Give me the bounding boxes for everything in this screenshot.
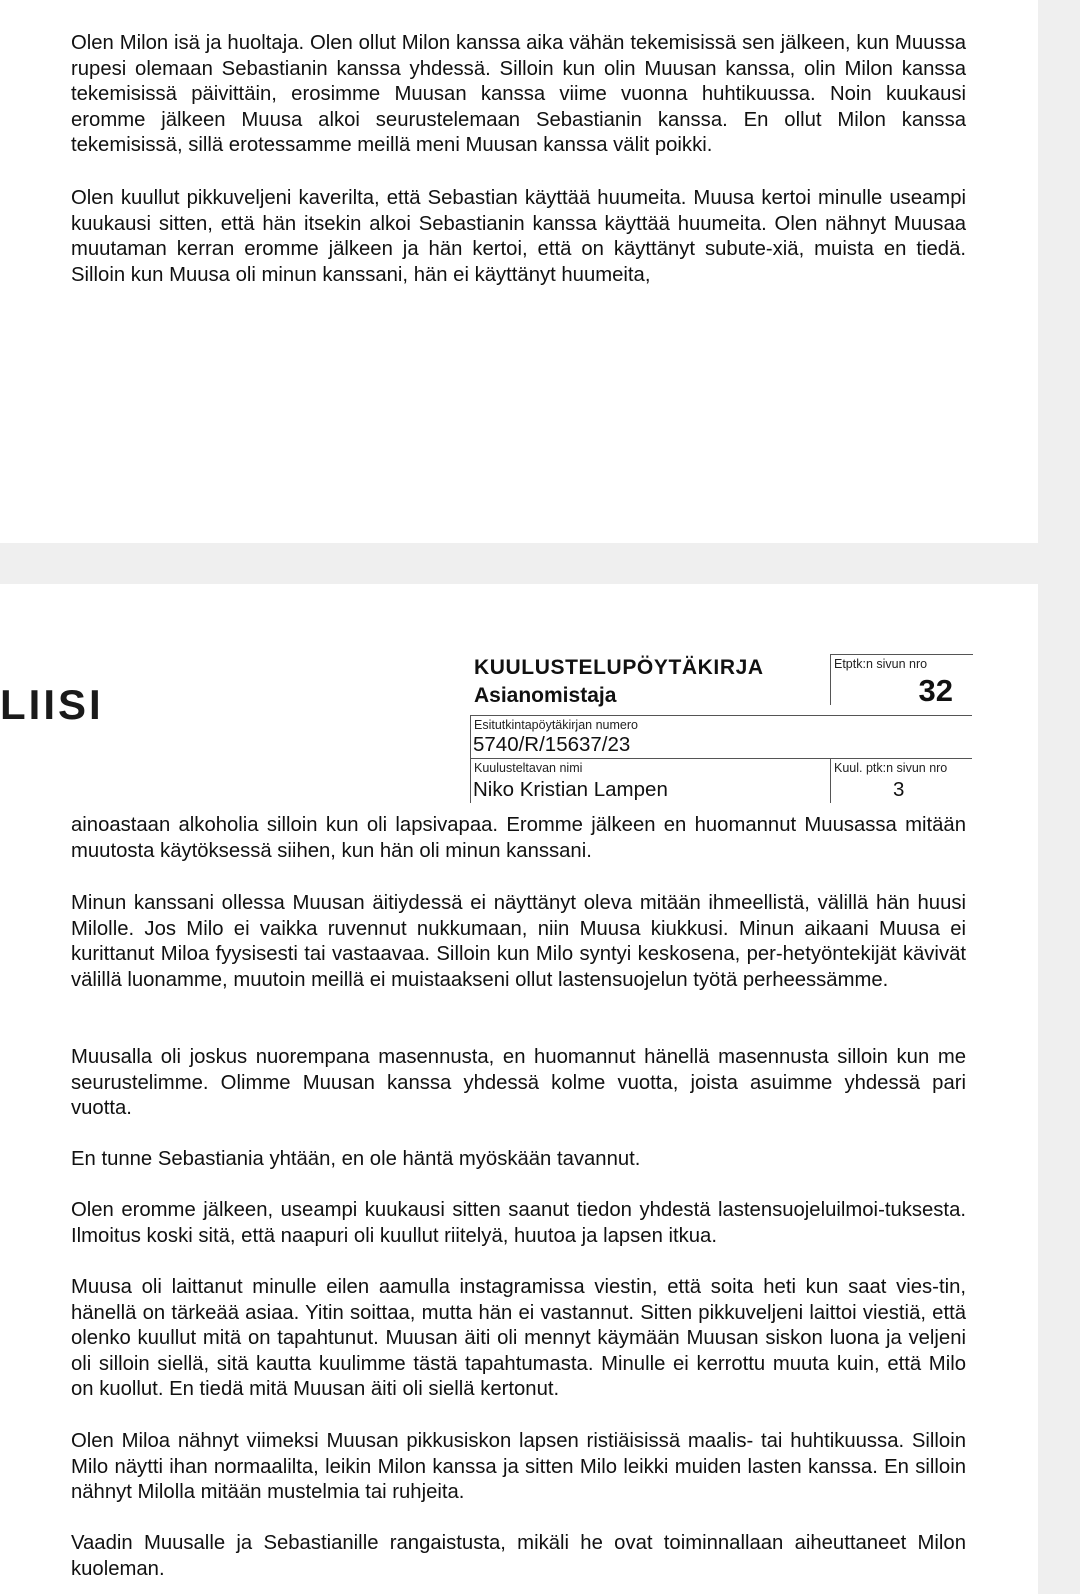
paragraph: Vaadin Muusalle ja Sebastianille rangaistusta, mikäli he ovat toiminnallaan aiheuttaneet Milon kuoleman. <box>71 1532 966 1580</box>
document-page-current <box>0 584 1038 1594</box>
paragraph: En tunne Sebastiania yhtään, en ole häntä myöskään tavannut. <box>71 1148 641 1170</box>
interviewee-name: Niko Kristian Lampen <box>473 778 668 801</box>
document-page-previous <box>0 0 1038 543</box>
paragraph: ainoastaan alkoholia silloin kun oli lapsivapaa. Eromme jälkeen en huomannut Muusassa mitään muutosta käytöksessä siihen, kun hän oli minun kanssani. <box>71 814 966 862</box>
record-page-number-label: Etptk:n sivun nro <box>834 657 928 671</box>
hearing-page-number-label: Kuul. ptk:n sivun nro <box>834 761 948 775</box>
paragraph: Muusa oli laittanut minulle eilen aamulla instagramissa viestin, että soita heti kun saat vies-tin, hänellä on tärkeää asiaa. Yitin soittaa, mutta hän ei vastannut. Sitten pikkuveljeni laittoi viestiä, että olenko kuullut mitä on tapahtunut. Muusan äiti oli mennyt käymään Muusan siskon luona ja veljeni oli silloin siellä, sitä kautta kuulimme tästä tapahtumasta. Minulle ei kerrottu muuta kuin, että Milo on kuollut. En tiedä mitä Muusan äiti oli siellä kertonut. <box>71 1276 966 1401</box>
record-page-number-box <box>830 654 973 708</box>
record-number: 5740/R/15637/23 <box>473 733 631 756</box>
paragraph: Minun kanssani ollessa Muusan äitiydessä ei näyttänyt oleva mitään ihmeellistä, välillä hän huusi Milolle. Jos Milo ei vaikka ruvennut nukkumaan, niin Muusa kiukkusi. Minun aikaani Muusa ei kurittanut Miloa fyysisesti tai vastaavaa. Silloin kun Milo syntyi keskosena, per-hetyöntekijät kävivät välillä luonamme, muutoin meillä ei muistaakseni ollut lastensuojelun työtä perheessämme. <box>71 892 966 991</box>
party-role: Asianomistaja <box>474 684 617 707</box>
header-divider-vertical <box>470 715 471 803</box>
paragraph: Olen Milon isä ja huoltaja. Olen ollut Milon kanssa aika vähän tekemisissä sen jälkeen, kun Muussa rupesi olemaan Sebastianin kanssa yhdessä. Silloin kun olin Muusan kanssa, olin Milon kanssa tekemisissä päivittäin, erosimme Muusan kanssa viime vuonna huhtikuussa. Noin kuukausi eromme jälkeen Muusa alkoi seurustelemaan Sebastianin kanssa. En ollut Milon kanssa tekemisissä, sillä erotessamme meillä meni Muusan kanssa välit poikki. <box>71 32 966 157</box>
interviewee-name-label: Kuulusteltavan nimi <box>474 761 583 775</box>
record-number-label: Esitutkintapöytäkirjan numero <box>474 718 638 732</box>
organization-logo: LIISI <box>0 681 104 728</box>
header-divider <box>470 715 972 716</box>
header-divider-vertical <box>830 758 831 803</box>
paragraph: Olen Miloa nähnyt viimeksi Muusan pikkusiskon lapsen ristiäisissä maalis- tai huhtikuussa. Silloin Milo näytti ihan normaalilta, leikin Milon kanssa ja sitten Milo leikki muiden lasten kanssa. En silloin nähnyt Milolla mitään mustelmia tai ruhjeita. <box>71 1430 966 1504</box>
header-divider <box>470 758 972 759</box>
hearing-page-number: 3 <box>893 778 905 801</box>
paragraph: Olen eromme jälkeen, useampi kuukausi sitten saanut tiedon yhdestä lastensuojeluilmoi-tuksesta. Ilmoitus koski sitä, että naapuri oli kuullut riitelyä, huutoa ja lapsen itkua. <box>71 1199 966 1247</box>
document-type-title: KUULUSTELUPÖYTÄKIRJA <box>474 656 764 679</box>
record-page-number: 32 <box>918 673 953 708</box>
paragraph: Muusalla oli joskus nuorempana masennusta, en huomannut hänellä masennusta silloin kun me seurustelimme. Olimme Muusan kanssa yhdessä kolme vuotta, joista asuimme yhdessä pari vuotta. <box>71 1046 966 1120</box>
paragraph: Olen kuullut pikkuveljeni kaverilta, että Sebastian käyttää huumeita. Muusa kertoi minulle useampi kuukausi sitten, että hän itsekin alkoi Sebastianin kanssa käyttää huumeita. Olen nähnyt Muusaa muutaman kerran eromme jälkeen ja hän kertoi, että on käyttänyt subute-xiä, muista en tiedä. Silloin kun Muusa oli minun kanssani, hän ei käyttänyt huumeita, <box>71 187 966 286</box>
